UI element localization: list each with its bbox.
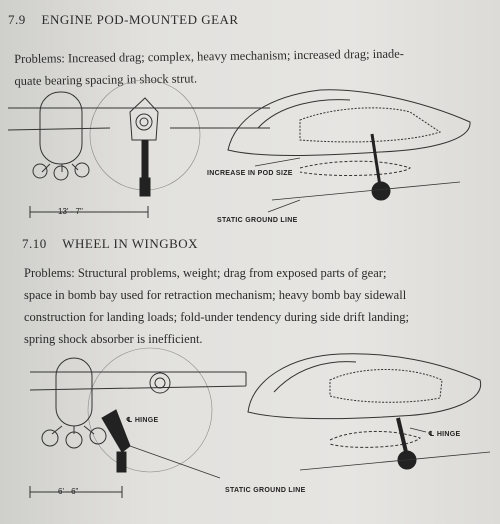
problems-line: quate bearing spacing in shock strut. <box>14 71 198 88</box>
wing-outline <box>8 108 270 130</box>
pod-gear-front-view <box>8 80 270 218</box>
gear-wheel-front <box>140 178 150 196</box>
pod-outline <box>300 108 440 142</box>
label-hinge-side: ℄ HINGE <box>428 431 461 438</box>
problems-line: construction for landing loads; fold-under tendency during side drift landing; <box>24 310 409 324</box>
dimension-7-10: 6' - 6" <box>58 487 79 496</box>
side-gear-wheel <box>372 182 390 200</box>
bogie-wheel <box>90 428 106 444</box>
fuselage-section <box>56 358 92 426</box>
wingbox-side-view <box>248 354 490 470</box>
bogie-wheel <box>75 163 89 177</box>
label-ground-line-1: STATIC GROUND LINE <box>217 217 298 224</box>
ground-line <box>300 452 490 470</box>
gear-strut <box>142 140 148 178</box>
bogie-wheel <box>66 432 82 448</box>
fuselage-section <box>40 92 82 164</box>
problems-line: space in bomb bay used for retraction mechanism; heavy bomb bay sidewall <box>24 288 407 302</box>
label-ground-line-2: STATIC GROUND LINE <box>225 487 306 494</box>
problems-line: Problems: Structural problems, weight; drag from exposed parts of gear; <box>24 266 387 280</box>
side-gear-strut <box>398 418 406 452</box>
retracted-gear-outline <box>330 431 420 447</box>
gear-wheel-front <box>117 452 126 472</box>
ground-line <box>272 182 460 200</box>
bogie-wheel <box>54 166 68 180</box>
label-pod-size: INCREASE IN POD SIZE <box>207 170 293 177</box>
dimension-7-9: 13' - 7" <box>58 207 83 216</box>
section-7-10-number: 7.10 <box>22 236 47 251</box>
section-7-9-number: 7.9 <box>8 12 26 27</box>
section-7-9-title: ENGINE POD-MOUNTED GEAR <box>41 12 239 27</box>
pod-increase-outline <box>300 161 410 175</box>
engine-pod <box>130 98 158 140</box>
problems-line: Problems: Increased drag; complex, heavy mechanism; increased drag; inade- <box>14 46 405 66</box>
wing-outline <box>30 372 246 390</box>
wing-outline-side <box>248 354 481 419</box>
section-7-10-title: WHEEL IN WINGBOX <box>62 236 199 251</box>
problems-line: spring shock absorber is inefficient. <box>24 332 203 346</box>
dimension-line <box>30 206 148 218</box>
side-gear-strut <box>372 134 380 186</box>
label-hinge-front: ℄ HINGE <box>126 417 159 424</box>
wingbox-outline <box>330 370 442 403</box>
bogie-wheel <box>42 430 58 446</box>
bogie-wheel <box>33 164 47 178</box>
